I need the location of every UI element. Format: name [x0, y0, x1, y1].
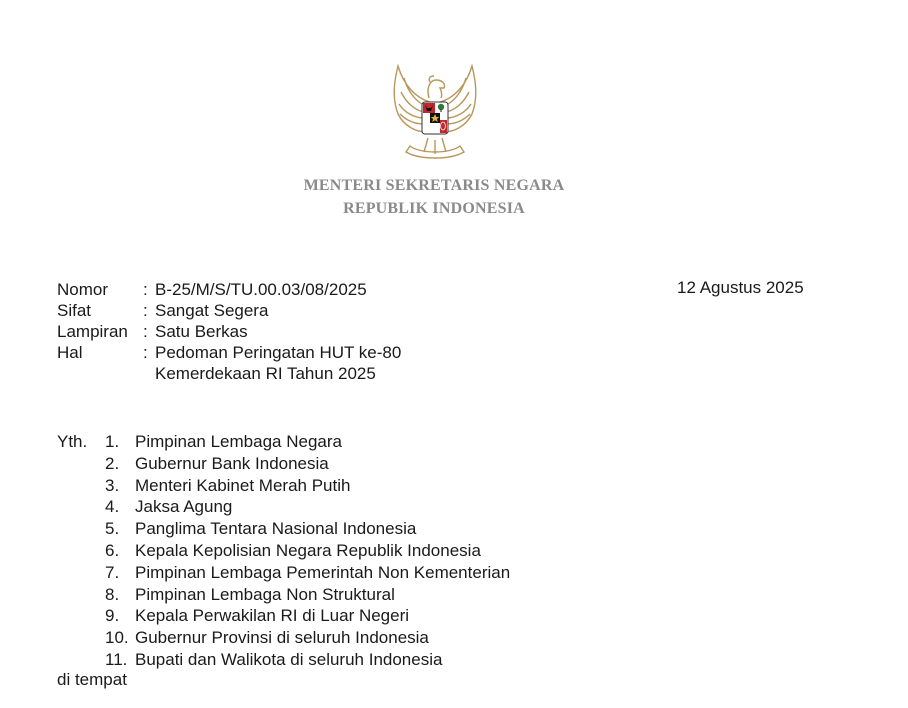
meta-value: Satu Berkas — [155, 322, 248, 341]
list-item — [57, 562, 510, 584]
meta-row-sifat — [57, 300, 401, 321]
list-item — [57, 584, 510, 606]
list-item — [57, 605, 510, 627]
letter-date: 12 Agustus 2025 — [677, 278, 804, 297]
item-number: 6. — [105, 540, 120, 560]
item-text: Pimpinan Lembaga Negara — [135, 432, 342, 451]
item-text: Pimpinan Lembaga Non Struktural — [135, 584, 395, 604]
meta-colon: : — [143, 280, 148, 299]
item-text: Gubernur Bank Indonesia — [135, 453, 329, 473]
item-number: 3. — [105, 475, 120, 495]
letter-meta — [57, 279, 401, 384]
list-item — [57, 627, 510, 649]
list-item — [57, 453, 510, 475]
item-number: 7. — [105, 562, 120, 582]
item-text: Kepala Kepolisian Negara Republik Indonesia — [135, 540, 481, 560]
meta-value: Pedoman Peringatan HUT ke-80 — [155, 343, 402, 362]
garuda-emblem-icon — [386, 62, 484, 166]
item-text: Gubernur Provinsi di seluruh Indonesia — [135, 628, 429, 648]
item-number: 9. — [105, 606, 120, 626]
closing-text: di tempat — [57, 670, 127, 689]
item-number: 10. — [105, 628, 129, 648]
meta-colon: : — [143, 343, 148, 362]
meta-label: Nomor — [57, 280, 109, 299]
item-number: 5. — [105, 519, 120, 539]
recipient-list — [57, 431, 510, 671]
item-text: Pimpinan Lembaga Pemerintah Non Kementerian — [135, 562, 511, 582]
meta-row-hal — [57, 342, 401, 363]
meta-value: B-25/M/S/TU.00.03/08/2025 — [155, 280, 367, 299]
item-text: Kepala Perwakilan RI di Luar Negeri — [135, 606, 410, 626]
list-item — [57, 496, 510, 518]
meta-label: Hal — [57, 343, 83, 362]
list-item — [57, 475, 510, 497]
meta-value: Kemerdekaan RI Tahun 2025 — [155, 364, 376, 383]
item-text: Menteri Kabinet Merah Putih — [135, 475, 351, 495]
letterhead-title-line1: MENTERI SEKRETARIS NEGARA — [303, 177, 565, 194]
meta-label: Sifat — [57, 301, 92, 320]
item-text: Jaksa Agung — [135, 497, 233, 517]
meta-colon: : — [143, 301, 148, 320]
salutation-prefix: Yth. — [57, 432, 88, 451]
list-item — [57, 649, 510, 671]
item-number: 4. — [105, 497, 120, 517]
meta-row-lampiran — [57, 321, 401, 342]
list-item — [57, 518, 510, 540]
meta-label — [57, 363, 143, 384]
meta-colon: : — [143, 322, 148, 341]
list-item — [57, 431, 510, 453]
meta-colon — [143, 363, 155, 384]
item-text: Panglima Tentara Nasional Indonesia — [135, 519, 417, 539]
meta-label: Lampiran — [57, 322, 128, 341]
meta-row-hal-cont — [57, 363, 401, 384]
item-number: 8. — [105, 584, 120, 604]
list-item — [57, 540, 510, 562]
item-number: 1. — [105, 432, 120, 451]
meta-row-nomor — [57, 279, 401, 300]
meta-value: Sangat Segera — [155, 301, 269, 320]
item-text: Bupati dan Walikota di seluruh Indonesia — [135, 649, 443, 669]
item-number: 2. — [105, 453, 120, 473]
item-number: 11. — [105, 649, 128, 669]
letterhead-title-line2: REPUBLIK INDONESIA — [343, 200, 525, 217]
